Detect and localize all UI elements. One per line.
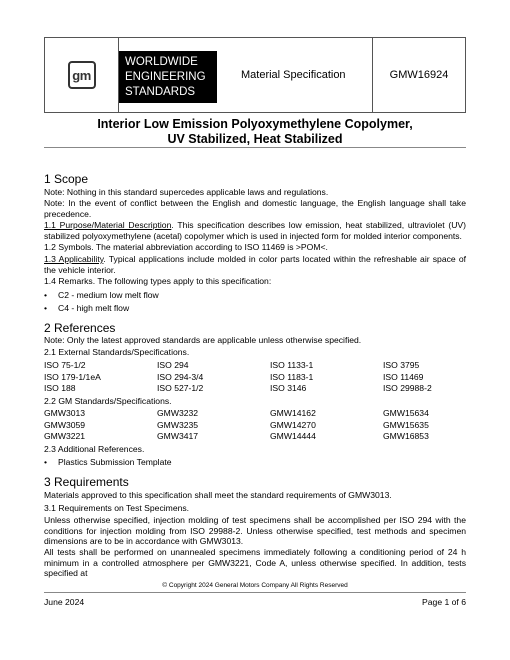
- section-heading-scope: 1 Scope: [44, 172, 89, 186]
- document-header: [44, 37, 466, 113]
- org-line-2: ENGINEERING: [125, 71, 206, 83]
- scope-1-2: 1.2 Symbols. The material abbreviation according to ISO 11469 is >POM<.: [44, 242, 328, 252]
- org-line-1: WORLDWIDE: [125, 56, 198, 68]
- table-row: GMW3221 GMW3417 GMW14444 GMW16853: [44, 431, 429, 442]
- scope-note-2: Note: In the event of conflict between the English and domestic language, the English language shall take precedence.: [44, 198, 466, 219]
- scope-1-3: [44, 254, 466, 275]
- gm-logo-icon: gm: [68, 61, 96, 89]
- footer-rule: [44, 592, 466, 593]
- requirements-3-1: 3.1 Requirements on Test Specimens.: [44, 503, 190, 513]
- references-2-1: 2.1 External Standards/Specifications.: [44, 347, 190, 357]
- scope-1-3-text: . Typical applications include molded in color parts located within the refreshable air space of the vehicle interior.: [44, 254, 466, 275]
- requirements-specimens: Unless otherwise specified, injection molding of test specimens shall be accomplished per ISO 294 with the conditions for injection molding from ISO 29988-2. Unless otherwise specified, test methods and specimen dimensions are to be in accordance with GMW3013.: [44, 515, 466, 547]
- scope-1-1-label: 1.1 Purpose/Material Description: [44, 220, 172, 230]
- scope-note-1: Note: Nothing in this standard supercedes applicable laws and regulations.: [44, 187, 329, 197]
- requirements-conditioning: All tests shall be performed on unannealed specimens immediately following a conditioning period of 24 h minimum in a controlled atmosphere per GMW3221, Code A, unless otherwise specified. In addition, tests specified at: [44, 547, 466, 579]
- section-heading-references: 2 References: [44, 321, 116, 335]
- org-line-3: STANDARDS: [125, 86, 196, 98]
- title-rule: [44, 147, 466, 148]
- list-item: • Plastics Submission Template: [44, 457, 172, 467]
- org-banner: [119, 51, 217, 103]
- external-standards-table: [44, 360, 466, 395]
- list-item: • C4 - high melt flow: [44, 303, 130, 313]
- references-2-2: 2.2 GM Standards/Specifications.: [44, 396, 172, 406]
- doc-type: Material Specification: [241, 69, 346, 81]
- references-note: Note: Only the latest approved standards are applicable unless otherwise specified.: [44, 335, 362, 345]
- table-row: GMW3013 GMW3232 GMW14162 GMW15634: [44, 408, 429, 418]
- copyright-notice: © Copyright 2024 General Motors Company All Rights Reserved: [162, 582, 348, 589]
- scope-1-3-label: 1.3 Applicability: [44, 254, 104, 264]
- list-item: • C2 - medium low melt flow: [44, 290, 159, 300]
- bullet-icon: •: [44, 457, 48, 467]
- references-2-3: 2.3 Additional References.: [44, 444, 145, 454]
- gm-standards-table: [44, 408, 466, 443]
- scope-1-1: [44, 220, 466, 241]
- table-row: ISO 75-1/2 ISO 294 ISO 1133-1 ISO 3795: [44, 360, 420, 370]
- page-number: Page 1 of 6: [422, 597, 466, 607]
- bullet-icon: •: [44, 303, 48, 313]
- requirements-intro: Materials approved to this specification shall meet the standard requirements of GMW3013.: [44, 490, 392, 500]
- bullet-icon: •: [44, 290, 48, 300]
- table-row: GMW3059 GMW3235 GMW14270 GMW15635: [44, 419, 429, 430]
- doc-number: GMW16924: [389, 69, 449, 81]
- table-row: ISO 188 ISO 527-1/2 ISO 3146 ISO 29988-2: [44, 383, 432, 394]
- document-title: [44, 117, 466, 147]
- title-line-2: UV Stabilized, Heat Stabilized: [167, 132, 343, 146]
- page-footer: [44, 597, 466, 607]
- title-line-1: Interior Low Emission Polyoxymethylene Copolymer,: [97, 117, 413, 131]
- footer-date: June 2024: [44, 597, 85, 607]
- scope-1-4: 1.4 Remarks. The following types apply to this specification:: [44, 276, 272, 286]
- scope-1-1-text: . This specification describes low emission, heat stabilized, ultraviolet (UV) stabilized polyoxymethylene (acetal) copolymer which is used in injected form for molded interior components.: [44, 220, 467, 241]
- section-heading-requirements: 3 Requirements: [44, 475, 129, 489]
- doc-number-cell: [373, 38, 465, 112]
- logo-cell: [45, 38, 119, 112]
- table-row: ISO 179-1/1eA ISO 294-3/4 ISO 1183-1 ISO 11469: [44, 371, 424, 382]
- org-cell: [119, 38, 261, 112]
